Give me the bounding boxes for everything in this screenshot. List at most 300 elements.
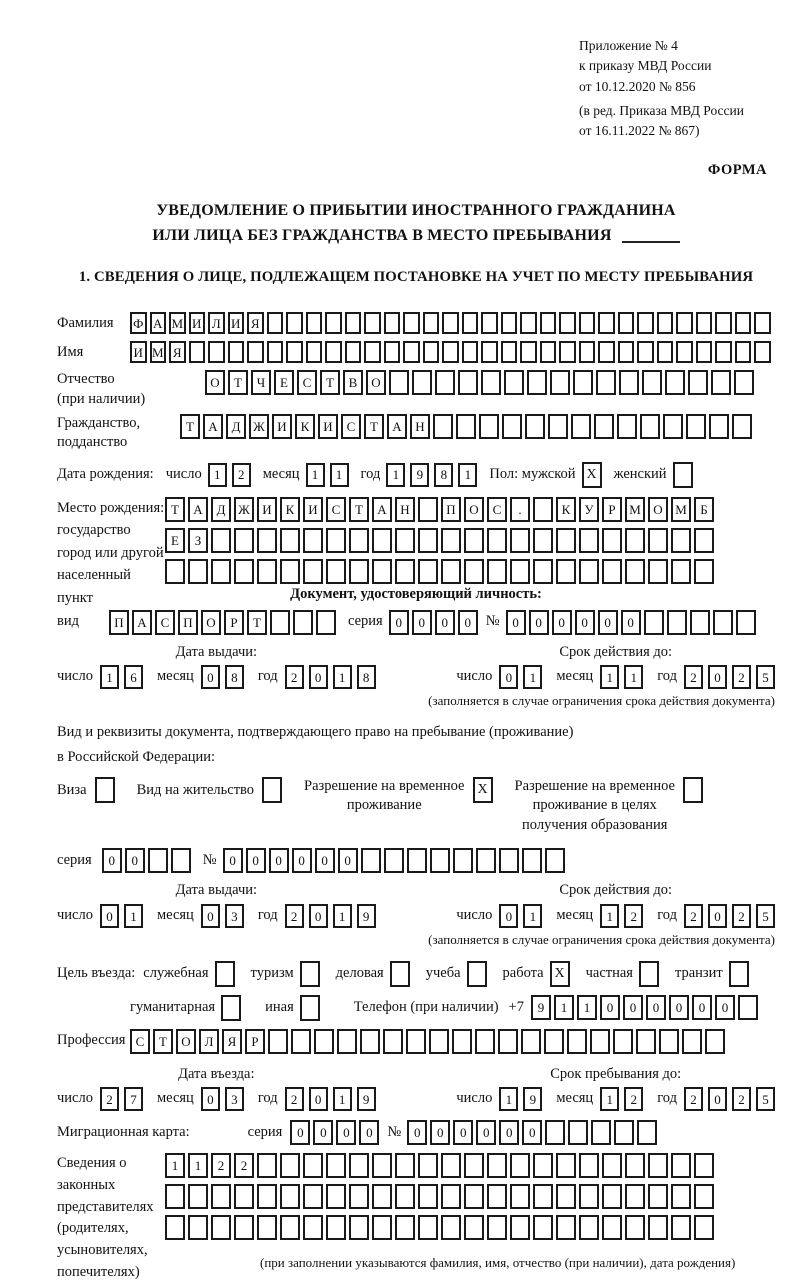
char-box[interactable] <box>502 414 522 439</box>
char-box[interactable] <box>267 341 284 363</box>
char-box[interactable] <box>613 1029 633 1054</box>
char-box[interactable] <box>705 1029 725 1054</box>
char-box[interactable] <box>690 610 710 635</box>
char-box[interactable]: 0 <box>499 665 518 689</box>
char-box[interactable] <box>501 312 518 334</box>
char-box[interactable] <box>403 312 420 334</box>
char-box[interactable]: 0 <box>522 1120 542 1145</box>
char-box[interactable] <box>579 341 596 363</box>
char-box[interactable] <box>280 559 300 584</box>
char-box[interactable] <box>306 341 323 363</box>
char-box[interactable] <box>636 1029 656 1054</box>
char-box[interactable]: 0 <box>506 610 526 635</box>
char-box[interactable] <box>280 1153 300 1178</box>
char-box[interactable]: 2 <box>684 904 703 928</box>
char-box[interactable]: 0 <box>313 1120 333 1145</box>
char-box[interactable]: 0 <box>336 1120 356 1145</box>
char-box[interactable] <box>372 1215 392 1240</box>
char-box[interactable] <box>418 528 438 553</box>
char-box[interactable] <box>349 1215 369 1240</box>
char-box[interactable] <box>598 312 615 334</box>
char-box[interactable] <box>165 559 185 584</box>
char-box[interactable]: С <box>297 370 317 395</box>
char-box[interactable] <box>267 312 284 334</box>
char-box[interactable]: 1 <box>333 904 352 928</box>
char-box[interactable] <box>364 341 381 363</box>
char-box[interactable]: М <box>671 497 691 522</box>
char-box[interactable]: 0 <box>669 995 689 1020</box>
char-box[interactable] <box>637 312 654 334</box>
char-box[interactable]: 0 <box>290 1120 310 1145</box>
char-box[interactable]: Т <box>180 414 200 439</box>
char-box[interactable]: 1 <box>600 665 619 689</box>
char-box[interactable]: 0 <box>338 848 358 873</box>
checkbox[interactable] <box>390 961 410 987</box>
char-box[interactable] <box>659 1029 679 1054</box>
checkbox[interactable] <box>639 961 659 987</box>
char-box[interactable]: Р <box>245 1029 265 1054</box>
char-box[interactable] <box>487 1184 507 1209</box>
char-box[interactable] <box>510 1184 530 1209</box>
char-box[interactable] <box>314 1029 334 1054</box>
char-box[interactable]: С <box>341 414 361 439</box>
char-box[interactable]: 8 <box>357 665 376 689</box>
char-box[interactable] <box>171 848 191 873</box>
char-box[interactable] <box>567 1029 587 1054</box>
char-box[interactable] <box>548 414 568 439</box>
char-box[interactable] <box>657 341 674 363</box>
char-box[interactable]: К <box>556 497 576 522</box>
char-box[interactable] <box>165 1184 185 1209</box>
char-box[interactable] <box>361 848 381 873</box>
char-box[interactable] <box>709 414 729 439</box>
char-box[interactable]: 2 <box>732 904 751 928</box>
char-box[interactable]: М <box>169 312 186 334</box>
char-box[interactable]: 0 <box>476 1120 496 1145</box>
char-box[interactable] <box>188 559 208 584</box>
char-box[interactable] <box>550 370 570 395</box>
char-box[interactable]: 0 <box>646 995 666 1020</box>
char-box[interactable]: Ч <box>251 370 271 395</box>
checkbox[interactable] <box>467 961 487 987</box>
char-box[interactable]: 0 <box>708 904 727 928</box>
char-box[interactable]: 1 <box>100 665 119 689</box>
char-box[interactable] <box>349 528 369 553</box>
char-box[interactable] <box>540 341 557 363</box>
char-box[interactable]: 2 <box>684 665 703 689</box>
char-box[interactable] <box>211 559 231 584</box>
char-box[interactable] <box>412 370 432 395</box>
char-box[interactable] <box>462 312 479 334</box>
char-box[interactable]: 9 <box>357 1087 376 1111</box>
char-box[interactable]: 1 <box>577 995 597 1020</box>
char-box[interactable]: Л <box>199 1029 219 1054</box>
char-box[interactable]: 0 <box>100 904 119 928</box>
char-box[interactable]: 0 <box>430 1120 450 1145</box>
char-box[interactable] <box>268 1029 288 1054</box>
char-box[interactable] <box>663 414 683 439</box>
char-box[interactable] <box>696 341 713 363</box>
char-box[interactable]: 9 <box>531 995 551 1020</box>
char-box[interactable] <box>430 848 450 873</box>
char-box[interactable] <box>345 312 362 334</box>
char-box[interactable]: 0 <box>412 610 432 635</box>
char-box[interactable] <box>520 341 537 363</box>
char-box[interactable]: Е <box>165 528 185 553</box>
char-box[interactable] <box>349 1153 369 1178</box>
char-box[interactable]: 0 <box>715 995 735 1020</box>
char-box[interactable] <box>306 312 323 334</box>
char-box[interactable] <box>303 1215 323 1240</box>
char-box[interactable]: О <box>205 370 225 395</box>
char-box[interactable] <box>579 559 599 584</box>
char-box[interactable] <box>648 528 668 553</box>
char-box[interactable]: Я <box>247 312 264 334</box>
char-box[interactable] <box>545 848 565 873</box>
char-box[interactable]: 0 <box>201 1087 220 1111</box>
char-box[interactable] <box>418 1215 438 1240</box>
char-box[interactable] <box>510 1215 530 1240</box>
checkbox[interactable]: X <box>550 961 570 987</box>
char-box[interactable] <box>665 370 685 395</box>
char-box[interactable] <box>418 497 438 522</box>
char-box[interactable]: 0 <box>600 995 620 1020</box>
char-box[interactable] <box>303 559 323 584</box>
char-box[interactable]: 0 <box>309 904 328 928</box>
char-box[interactable]: И <box>272 414 292 439</box>
char-box[interactable]: 0 <box>389 610 409 635</box>
char-box[interactable] <box>234 1184 254 1209</box>
char-box[interactable] <box>676 312 693 334</box>
char-box[interactable] <box>372 559 392 584</box>
char-box[interactable] <box>418 559 438 584</box>
char-box[interactable] <box>533 528 553 553</box>
char-box[interactable] <box>573 370 593 395</box>
char-box[interactable]: 6 <box>124 665 143 689</box>
char-box[interactable]: Т <box>349 497 369 522</box>
char-box[interactable] <box>464 559 484 584</box>
char-box[interactable] <box>349 559 369 584</box>
char-box[interactable]: 1 <box>165 1153 185 1178</box>
char-box[interactable] <box>559 312 576 334</box>
char-box[interactable]: С <box>326 497 346 522</box>
char-box[interactable]: А <box>372 497 392 522</box>
char-box[interactable] <box>487 1215 507 1240</box>
char-box[interactable] <box>458 370 478 395</box>
char-box[interactable]: 1 <box>333 1087 352 1111</box>
char-box[interactable]: 0 <box>102 848 122 873</box>
char-box[interactable] <box>464 1184 484 1209</box>
char-box[interactable]: Е <box>274 370 294 395</box>
char-box[interactable] <box>476 848 496 873</box>
char-box[interactable] <box>602 559 622 584</box>
char-box[interactable]: П <box>178 610 198 635</box>
char-box[interactable]: 1 <box>330 463 349 487</box>
char-box[interactable] <box>228 341 245 363</box>
char-box[interactable] <box>618 341 635 363</box>
char-box[interactable] <box>280 1184 300 1209</box>
char-box[interactable] <box>571 414 591 439</box>
char-box[interactable] <box>559 341 576 363</box>
char-box[interactable]: 1 <box>306 463 325 487</box>
char-box[interactable]: 0 <box>309 665 328 689</box>
char-box[interactable]: Т <box>364 414 384 439</box>
char-box[interactable]: 0 <box>708 665 727 689</box>
char-box[interactable]: Я <box>222 1029 242 1054</box>
char-box[interactable] <box>732 414 752 439</box>
char-box[interactable] <box>598 341 615 363</box>
char-box[interactable]: 0 <box>201 904 220 928</box>
char-box[interactable]: О <box>648 497 668 522</box>
char-box[interactable]: К <box>280 497 300 522</box>
char-box[interactable] <box>556 1153 576 1178</box>
char-box[interactable]: 8 <box>225 665 244 689</box>
char-box[interactable] <box>579 528 599 553</box>
char-box[interactable] <box>280 528 300 553</box>
checkbox[interactable] <box>262 777 282 803</box>
char-box[interactable] <box>696 312 713 334</box>
char-box[interactable]: А <box>203 414 223 439</box>
char-box[interactable] <box>325 312 342 334</box>
char-box[interactable]: О <box>201 610 221 635</box>
char-box[interactable]: К <box>295 414 315 439</box>
char-box[interactable] <box>540 312 557 334</box>
char-box[interactable]: Т <box>165 497 185 522</box>
char-box[interactable]: О <box>366 370 386 395</box>
char-box[interactable]: Р <box>224 610 244 635</box>
char-box[interactable] <box>617 414 637 439</box>
char-box[interactable] <box>637 341 654 363</box>
char-box[interactable] <box>208 341 225 363</box>
char-box[interactable]: 1 <box>523 665 542 689</box>
char-box[interactable] <box>384 848 404 873</box>
char-box[interactable] <box>736 610 756 635</box>
char-box[interactable]: 2 <box>285 904 304 928</box>
char-box[interactable] <box>676 341 693 363</box>
char-box[interactable] <box>257 528 277 553</box>
char-box[interactable] <box>325 341 342 363</box>
char-box[interactable]: 2 <box>732 1087 751 1111</box>
char-box[interactable]: Ж <box>234 497 254 522</box>
char-box[interactable]: 0 <box>359 1120 379 1145</box>
checkbox[interactable] <box>300 961 320 987</box>
char-box[interactable] <box>257 1215 277 1240</box>
char-box[interactable] <box>556 1215 576 1240</box>
char-box[interactable] <box>464 528 484 553</box>
char-box[interactable] <box>533 1184 553 1209</box>
char-box[interactable] <box>372 1153 392 1178</box>
char-box[interactable]: 2 <box>232 463 251 487</box>
char-box[interactable] <box>671 559 691 584</box>
char-box[interactable] <box>360 1029 380 1054</box>
char-box[interactable]: 1 <box>499 1087 518 1111</box>
char-box[interactable]: А <box>387 414 407 439</box>
char-box[interactable] <box>544 1029 564 1054</box>
char-box[interactable] <box>349 1184 369 1209</box>
char-box[interactable]: 0 <box>708 1087 727 1111</box>
char-box[interactable]: 5 <box>756 904 775 928</box>
char-box[interactable] <box>694 528 714 553</box>
char-box[interactable] <box>481 341 498 363</box>
char-box[interactable] <box>579 312 596 334</box>
char-box[interactable]: П <box>441 497 461 522</box>
char-box[interactable]: 3 <box>225 904 244 928</box>
char-box[interactable] <box>211 1215 231 1240</box>
char-box[interactable] <box>671 528 691 553</box>
char-box[interactable] <box>735 341 752 363</box>
char-box[interactable] <box>648 559 668 584</box>
char-box[interactable]: 1 <box>458 463 477 487</box>
char-box[interactable] <box>602 1215 622 1240</box>
char-box[interactable]: 1 <box>208 463 227 487</box>
char-box[interactable]: . <box>510 497 530 522</box>
char-box[interactable]: 0 <box>453 1120 473 1145</box>
char-box[interactable] <box>533 1215 553 1240</box>
char-box[interactable]: 0 <box>315 848 335 873</box>
char-box[interactable] <box>453 848 473 873</box>
char-box[interactable]: 1 <box>386 463 405 487</box>
char-box[interactable]: Я <box>169 341 186 363</box>
char-box[interactable] <box>487 528 507 553</box>
char-box[interactable] <box>247 341 264 363</box>
char-box[interactable] <box>234 1215 254 1240</box>
char-box[interactable]: Д <box>211 497 231 522</box>
char-box[interactable]: 0 <box>309 1087 328 1111</box>
char-box[interactable]: И <box>130 341 147 363</box>
char-box[interactable] <box>644 610 664 635</box>
char-box[interactable] <box>435 370 455 395</box>
char-box[interactable] <box>671 1215 691 1240</box>
char-box[interactable] <box>614 1120 634 1145</box>
char-box[interactable] <box>640 414 660 439</box>
char-box[interactable] <box>481 312 498 334</box>
char-box[interactable]: 0 <box>499 1120 519 1145</box>
char-box[interactable]: И <box>303 497 323 522</box>
char-box[interactable] <box>286 312 303 334</box>
char-box[interactable] <box>648 1184 668 1209</box>
char-box[interactable]: 2 <box>211 1153 231 1178</box>
char-box[interactable] <box>533 1153 553 1178</box>
char-box[interactable] <box>452 1029 472 1054</box>
char-box[interactable] <box>694 1153 714 1178</box>
char-box[interactable] <box>671 1153 691 1178</box>
char-box[interactable]: 0 <box>552 610 572 635</box>
checkbox[interactable] <box>215 961 235 987</box>
char-box[interactable]: Р <box>602 497 622 522</box>
char-box[interactable] <box>602 528 622 553</box>
char-box[interactable]: Л <box>208 312 225 334</box>
char-box[interactable] <box>734 370 754 395</box>
char-box[interactable] <box>395 1153 415 1178</box>
char-box[interactable]: И <box>318 414 338 439</box>
char-box[interactable] <box>326 559 346 584</box>
char-box[interactable]: 9 <box>357 904 376 928</box>
char-box[interactable]: Д <box>226 414 246 439</box>
char-box[interactable] <box>481 370 501 395</box>
char-box[interactable]: М <box>625 497 645 522</box>
char-box[interactable] <box>545 1120 565 1145</box>
char-box[interactable]: 0 <box>435 610 455 635</box>
checkbox[interactable] <box>95 777 115 803</box>
char-box[interactable]: 0 <box>201 665 220 689</box>
char-box[interactable] <box>234 528 254 553</box>
char-box[interactable] <box>389 370 409 395</box>
char-box[interactable] <box>433 414 453 439</box>
char-box[interactable] <box>504 370 524 395</box>
char-box[interactable] <box>487 1153 507 1178</box>
char-box[interactable] <box>579 1215 599 1240</box>
char-box[interactable] <box>441 528 461 553</box>
char-box[interactable]: 2 <box>285 1087 304 1111</box>
char-box[interactable] <box>442 341 459 363</box>
char-box[interactable] <box>522 848 542 873</box>
char-box[interactable] <box>715 341 732 363</box>
char-box[interactable]: 1 <box>554 995 574 1020</box>
char-box[interactable] <box>257 559 277 584</box>
char-box[interactable] <box>188 1215 208 1240</box>
char-box[interactable]: 1 <box>624 665 643 689</box>
char-box[interactable]: И <box>257 497 277 522</box>
char-box[interactable]: Т <box>153 1029 173 1054</box>
char-box[interactable] <box>148 848 168 873</box>
char-box[interactable] <box>257 1184 277 1209</box>
char-box[interactable]: С <box>130 1029 150 1054</box>
char-box[interactable]: А <box>132 610 152 635</box>
char-box[interactable] <box>521 1029 541 1054</box>
char-box[interactable]: 0 <box>575 610 595 635</box>
char-box[interactable] <box>625 559 645 584</box>
char-box[interactable] <box>579 1184 599 1209</box>
char-box[interactable]: 0 <box>292 848 312 873</box>
char-box[interactable] <box>303 528 323 553</box>
char-box[interactable] <box>441 1215 461 1240</box>
char-box[interactable] <box>395 559 415 584</box>
char-box[interactable] <box>441 1153 461 1178</box>
char-box[interactable] <box>418 1184 438 1209</box>
char-box[interactable] <box>533 497 553 522</box>
checkbox[interactable] <box>683 777 703 803</box>
char-box[interactable] <box>372 528 392 553</box>
char-box[interactable] <box>657 312 674 334</box>
char-box[interactable] <box>713 610 733 635</box>
char-box[interactable]: 1 <box>600 1087 619 1111</box>
char-box[interactable] <box>596 370 616 395</box>
char-box[interactable]: 0 <box>125 848 145 873</box>
char-box[interactable] <box>501 341 518 363</box>
char-box[interactable]: 0 <box>223 848 243 873</box>
char-box[interactable]: 2 <box>684 1087 703 1111</box>
checkbox[interactable] <box>673 462 693 488</box>
char-box[interactable] <box>520 312 537 334</box>
char-box[interactable]: Ф <box>130 312 147 334</box>
char-box[interactable] <box>286 341 303 363</box>
char-box[interactable] <box>686 414 706 439</box>
char-box[interactable] <box>462 341 479 363</box>
char-box[interactable] <box>293 610 313 635</box>
char-box[interactable] <box>291 1029 311 1054</box>
char-box[interactable]: 2 <box>100 1087 119 1111</box>
char-box[interactable] <box>568 1120 588 1145</box>
char-box[interactable]: С <box>487 497 507 522</box>
char-box[interactable] <box>441 559 461 584</box>
char-box[interactable] <box>556 559 576 584</box>
checkbox[interactable]: X <box>473 777 493 803</box>
char-box[interactable] <box>590 1029 610 1054</box>
char-box[interactable] <box>602 1184 622 1209</box>
char-box[interactable] <box>625 1215 645 1240</box>
char-box[interactable] <box>395 1184 415 1209</box>
char-box[interactable]: Т <box>228 370 248 395</box>
